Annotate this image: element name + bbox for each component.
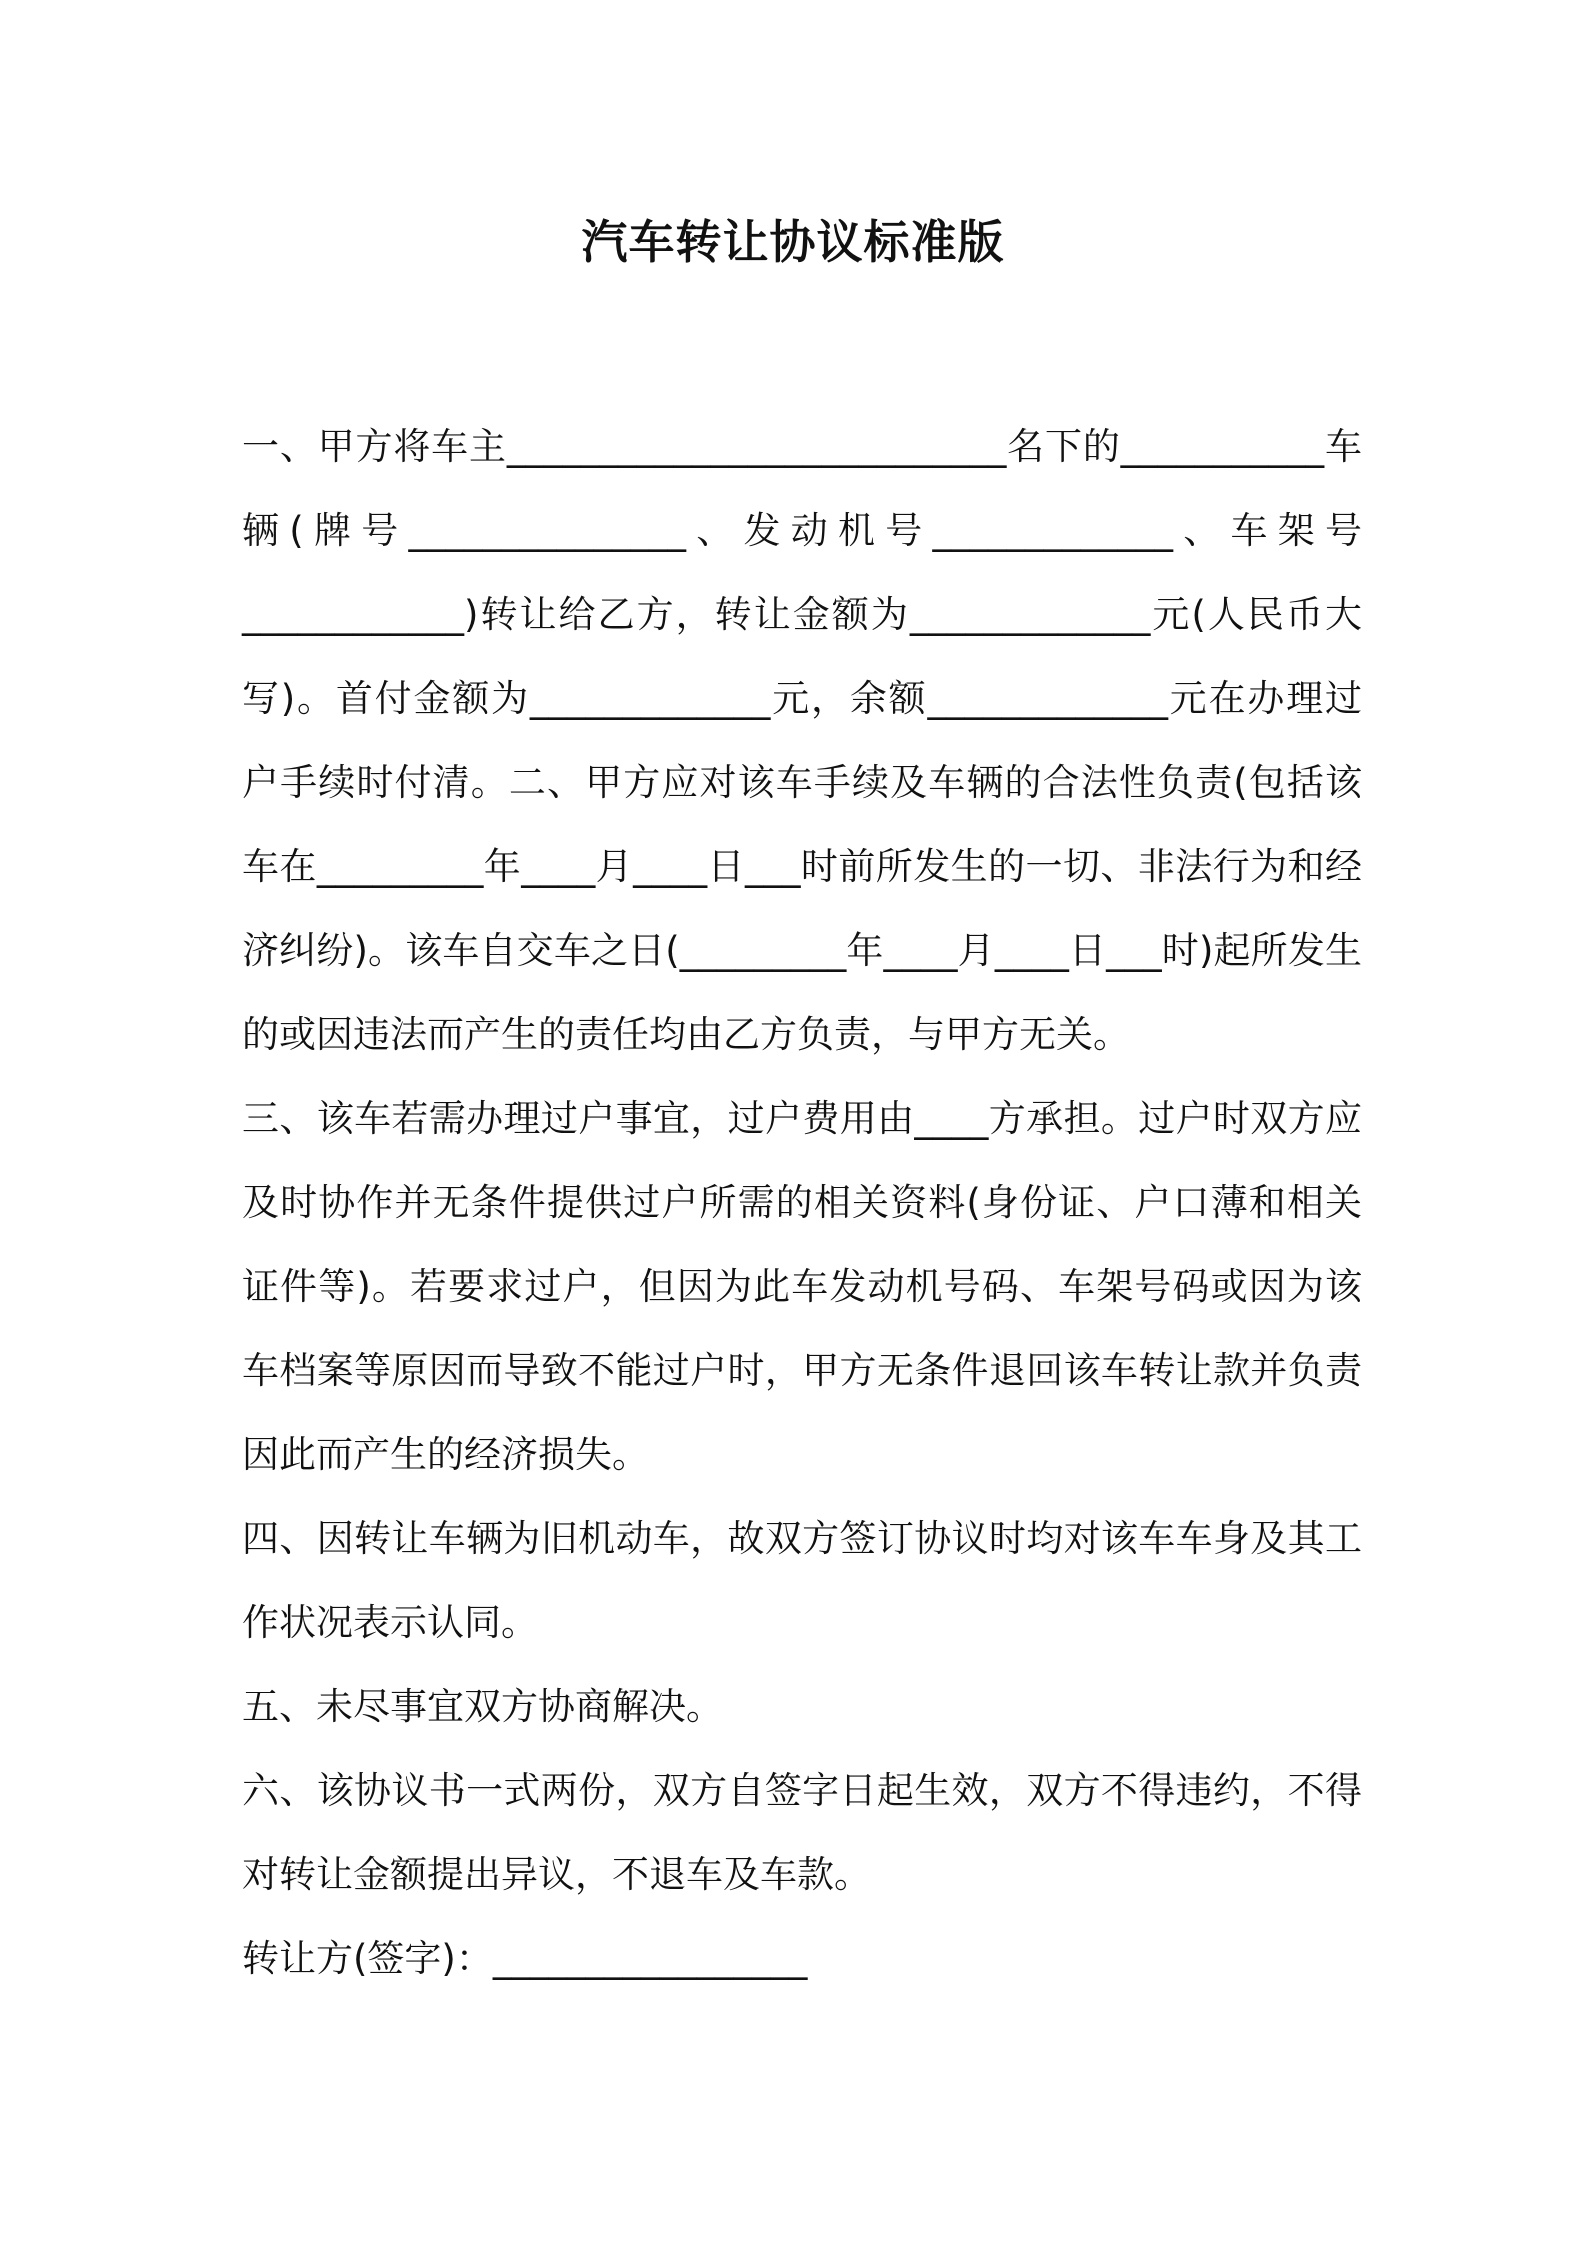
paragraph-5: 五、未尽事宜双方协商解决。 bbox=[242, 1685, 723, 1728]
document-title: 汽车转让协议标准版 bbox=[581, 215, 1005, 269]
paragraph-1: 一、甲方将车主___________________________名下的___________车辆(牌号_______________、发动机号_____________、车架号____________)转让给乙方，转让金额为_____________元(人民币大写)。首付金额为_____________元，余额_____________元在办理过户手续时付清。二、甲方应对该车手续及车辆的合法性负责(包括该车在_________年____月____日___时前所发生的一切、非法行为和经济纠纷)。该车自交车之日(_________年____月____日___时)起所发生的或因违法而产生的责任均由乙方负责，与甲方无关。 bbox=[242, 425, 1362, 1056]
paragraph-4: 四、因转让车辆为旧机动车，故双方签订协议时均对该车车身及其工作状况表示认同。 bbox=[242, 1517, 1362, 1644]
paragraph-6: 六、该协议书一式两份，双方自签字日起生效，双方不得违约，不得对转让金额提出异议，不退车及车款。 bbox=[242, 1769, 1362, 1896]
transferor-signature-line: 转让方(签字)：_________________ bbox=[242, 1937, 808, 1980]
paragraph-3: 三、该车若需办理过户事宜，过户费用由____方承担。过户时双方应及时协作并无条件提供过户所需的相关资料(身份证、户口薄和相关证件等)。若要求过户，但因为此车发动机号码、车架号码或因为该车档案等原因而导致不能过户时，甲方无条件退回该车转让款并负责因此而产生的经济损失。 bbox=[242, 1097, 1362, 1476]
document-body bbox=[242, 405, 1362, 2001]
